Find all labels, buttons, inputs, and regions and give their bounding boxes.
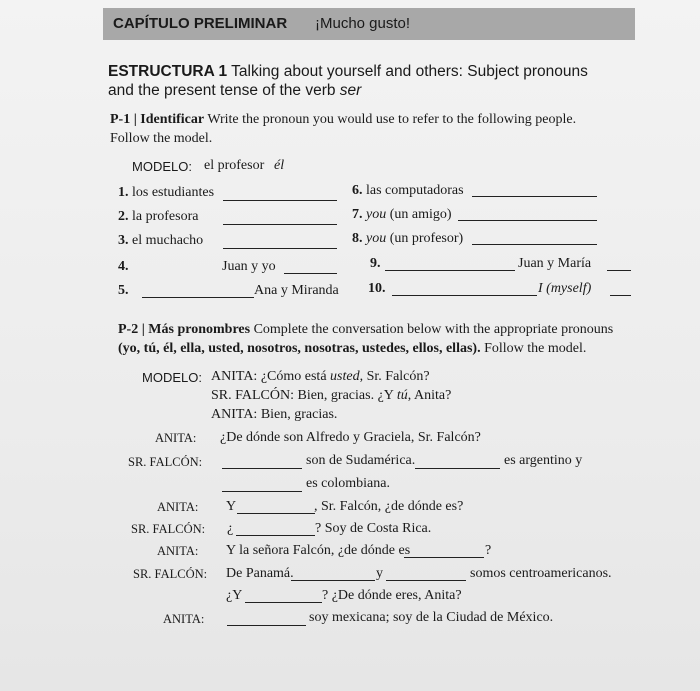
pronoun-list: (yo, tú, él, ella, usted, nosotros, nosotras, ustedes, ellos, ellas). xyxy=(118,341,481,356)
item-text: el muchacho xyxy=(132,233,204,248)
item-number: 2. xyxy=(118,209,129,224)
p1-item-9-number: 9. xyxy=(370,256,381,271)
answer-blank-9[interactable] xyxy=(385,270,515,271)
dialog-line-6b: ? xyxy=(485,543,492,558)
p2-model-line-1 xyxy=(211,369,430,385)
answer-blank-4[interactable] xyxy=(284,273,337,274)
line-text: , Anita? xyxy=(407,388,452,403)
line-text: , Sr. Falcón? xyxy=(359,369,430,384)
answer-blank-3[interactable] xyxy=(223,248,337,249)
item-number: 6. xyxy=(352,183,363,198)
answer-blank-8[interactable] xyxy=(472,244,597,245)
speaker-anita: ANITA: xyxy=(157,500,199,514)
p1-item-9-text: Juan y María xyxy=(518,256,592,271)
p1-instruction-line2: Follow the model. xyxy=(110,131,213,146)
p1-item-7 xyxy=(352,207,452,223)
item-number: 1. xyxy=(118,185,129,200)
dialog-blank-3[interactable] xyxy=(222,491,302,492)
speaker-falcon: SR. FALCÓN: xyxy=(131,522,206,536)
p1-model-label: MODELO: xyxy=(132,159,192,174)
p1-item-2 xyxy=(118,209,198,225)
answer-blank-10b[interactable] xyxy=(610,295,631,296)
dialog-line-4b: , Sr. Falcón, ¿de dónde es? xyxy=(314,499,464,514)
chapter-title: CAPÍTULO PRELIMINAR xyxy=(113,15,288,32)
p2-label: P-2 | Más pronombres xyxy=(118,322,251,337)
dialog-line-5a: ¿ xyxy=(227,521,234,536)
line-text: Bien, gracias. ¿Y xyxy=(297,388,397,403)
line-italic: tú xyxy=(396,388,408,403)
dialog-line-7c: somos centroamericanos. xyxy=(470,566,612,581)
p1-item-10-number: 10. xyxy=(368,281,386,296)
item-text-italic: you xyxy=(366,207,387,222)
dialog-blank-9[interactable] xyxy=(245,602,322,603)
dialog-line-1: ¿De dónde son Alfredo y Graciela, Sr. Falcón? xyxy=(220,430,481,445)
item-text: las computadoras xyxy=(366,183,464,198)
p1-item-6 xyxy=(352,183,464,199)
chapter-header xyxy=(103,8,635,40)
p2-model-line-3 xyxy=(211,407,337,423)
dialog-line-8b: ? ¿De dónde eres, Anita? xyxy=(322,588,462,603)
p1-item-4-number: 4. xyxy=(118,259,129,274)
speaker: ANITA: xyxy=(211,407,258,422)
item-text: los estudiantes xyxy=(132,185,215,200)
dialog-blank-10[interactable] xyxy=(227,625,306,626)
answer-blank-10[interactable] xyxy=(392,295,537,296)
p1-item-3 xyxy=(118,233,203,249)
p1-item-8 xyxy=(352,231,463,247)
speaker-falcon: SR. FALCÓN: xyxy=(128,455,203,469)
dialog-blank-7[interactable] xyxy=(291,580,375,581)
p2-follow-model: Follow the model. xyxy=(484,341,587,356)
dialog-line-4a: Y xyxy=(226,499,237,514)
item-text: (un profesor) xyxy=(386,231,464,246)
dialog-line-3: es colombiana. xyxy=(306,476,390,491)
answer-blank-6[interactable] xyxy=(472,196,597,197)
estructura-title-line2: and the present tense of the verb xyxy=(108,82,340,99)
speaker: SR. FALCÓN: xyxy=(211,388,294,403)
answer-blank-7[interactable] xyxy=(458,220,597,221)
answer-blank-1[interactable] xyxy=(223,200,337,201)
dialog-blank-4[interactable] xyxy=(237,513,315,514)
answer-blank-2[interactable] xyxy=(223,224,337,225)
speaker: ANITA: xyxy=(211,369,258,384)
dialog-blank-2[interactable] xyxy=(415,468,500,469)
line-italic: usted xyxy=(330,369,360,384)
dialog-line-6a: Y la señora Falcón, ¿de dónde es xyxy=(226,543,411,558)
p1-model-answer: él xyxy=(274,158,285,173)
p1-item-5-number: 5. xyxy=(118,283,129,298)
p2-instruction xyxy=(118,322,613,338)
line-text: Bien, gracias. xyxy=(260,407,338,422)
p2-instruction-line1: Complete the conversation below with the appropriate pronouns xyxy=(253,322,614,337)
p1-item-10-text: I (myself) xyxy=(538,281,592,296)
dialog-blank-1[interactable] xyxy=(222,468,302,469)
item-text-italic: you xyxy=(366,231,387,246)
p2-model-label: MODELO: xyxy=(142,370,202,385)
speaker-anita: ANITA: xyxy=(157,544,199,558)
dialog-line-9: soy mexicana; soy de la Ciudad de México. xyxy=(309,610,554,625)
estructura-title-line1: Talking about yourself and others: Subject pronouns xyxy=(231,63,588,80)
dialog-line-2b: es argentino y xyxy=(504,453,583,468)
p1-instruction xyxy=(110,112,576,128)
estructura-heading xyxy=(108,62,648,100)
p1-instruction-line1: Write the pronoun you would use to refer to the following people. xyxy=(207,112,577,127)
dialog-line-2a: son de Sudamérica. xyxy=(306,453,416,468)
speaker-falcon: SR. FALCÓN: xyxy=(133,567,208,581)
dialog-line-7b: y xyxy=(376,566,383,581)
p2-instruction-line2 xyxy=(118,341,586,357)
item-text: (un amigo) xyxy=(386,207,452,222)
answer-blank-9b[interactable] xyxy=(607,270,631,271)
p1-item-1 xyxy=(118,185,214,201)
p1-model-text: el profesor xyxy=(204,158,265,173)
dialog-line-8a: ¿Y xyxy=(226,588,243,603)
speaker-anita: ANITA: xyxy=(155,431,197,445)
p1-item-4-text: Juan y yo xyxy=(222,259,276,274)
dialog-blank-6[interactable] xyxy=(404,557,484,558)
p2-model-line-2 xyxy=(211,388,451,404)
item-text: la profesora xyxy=(132,209,199,224)
p1-item-5-text: Ana y Miranda xyxy=(254,283,339,298)
item-number: 7. xyxy=(352,207,363,222)
item-number: 8. xyxy=(352,231,363,246)
dialog-line-7a: De Panamá. xyxy=(226,566,294,581)
answer-blank-5[interactable] xyxy=(142,297,254,298)
dialog-blank-5[interactable] xyxy=(236,535,315,536)
line-text: ¿Cómo está xyxy=(260,369,331,384)
dialog-blank-8[interactable] xyxy=(386,580,466,581)
speaker-anita: ANITA: xyxy=(163,612,205,626)
chapter-subtitle: ¡Mucho gusto! xyxy=(315,15,411,32)
estructura-title-verb: ser xyxy=(339,82,362,99)
estructura-label: ESTRUCTURA 1 xyxy=(108,63,228,80)
dialog-line-5b: ? Soy de Costa Rica. xyxy=(315,521,432,536)
p1-label: P-1 | Identificar xyxy=(110,112,205,127)
item-number: 3. xyxy=(118,233,129,248)
